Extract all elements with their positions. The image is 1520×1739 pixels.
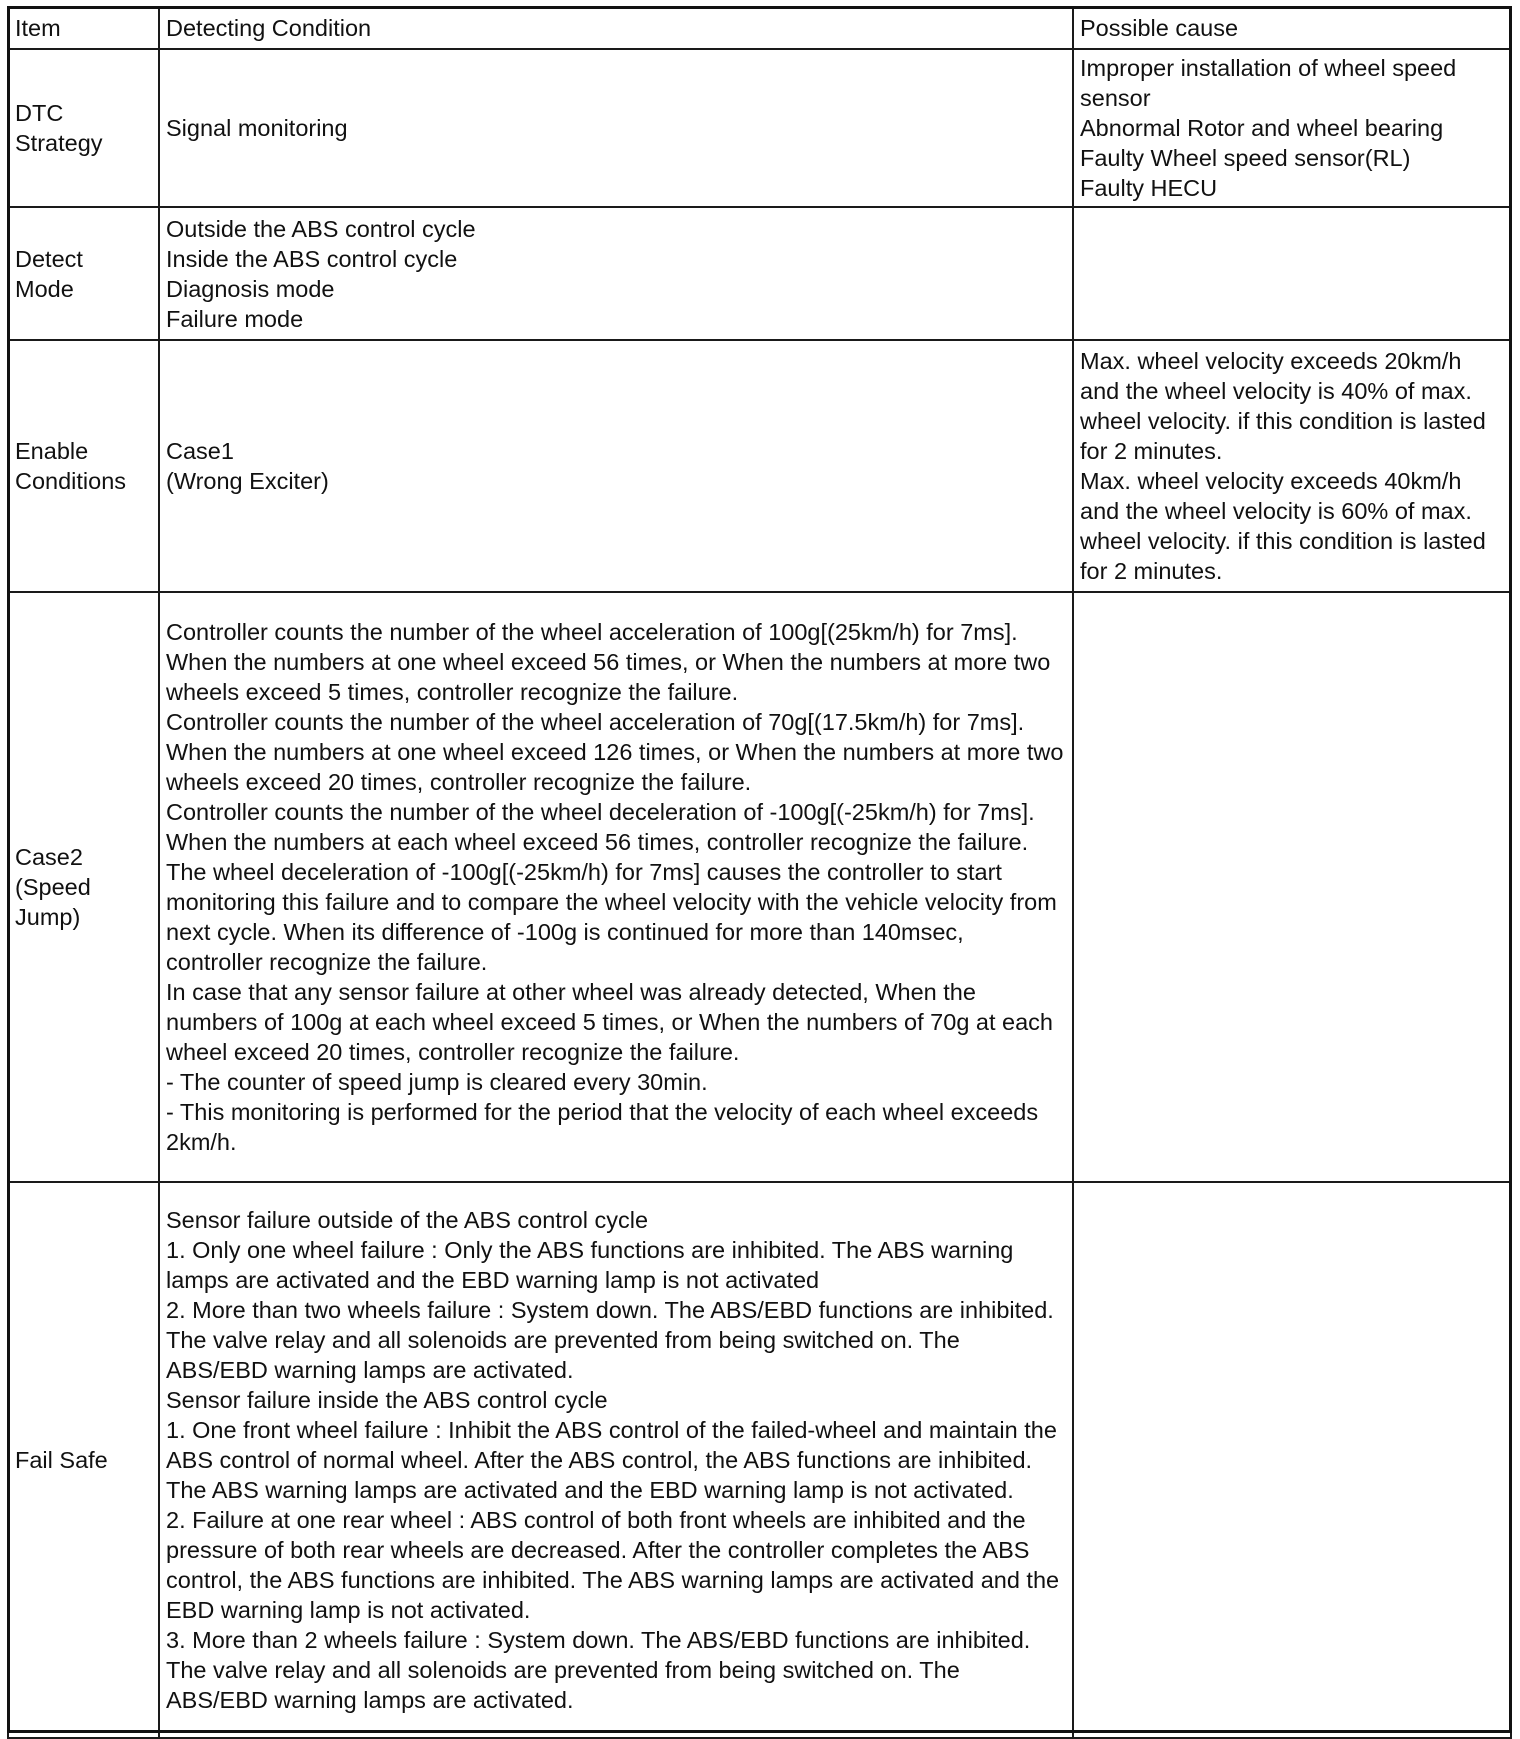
cause-text: Improper installation of wheel speed sensor: [1080, 55, 1457, 111]
condition-text: The wheel deceleration of -100g[(-25km/h) for 7ms] causes the controller to start monitoring this failure and to compare the wheel velocity with the vehicle velocity from next cycle. When its difference of -100g is continued for more than 140msec, controller recognize the failure.: [166, 859, 1057, 975]
item-text: Fail Safe: [15, 1447, 108, 1473]
condition-text: In case that any sensor failure at other wheel was already detected, When the numbers of 100g at each wheel exceed 5 times, or When the numbers of 70g at each wheel exceed 20 times, controller recognize the failure.: [166, 979, 1053, 1065]
condition-text: Controller counts the number of the wheel acceleration of 70g[(17.5km/h) for 7ms]. When the numbers at one wheel exceed 126 times, or When the numbers at more two wheels exceed 20 times, controller recognize the failure.: [166, 709, 1064, 795]
header-detecting-condition: Detecting Condition: [159, 7, 1073, 49]
condition-text: Case1: [166, 438, 234, 464]
item-text: Jump): [15, 904, 81, 930]
condition-text: Outside the ABS control cycle: [166, 215, 476, 242]
table-row-detect-mode: [8, 207, 1511, 340]
cause-text: Faulty Wheel speed sensor(RL): [1080, 145, 1411, 171]
item-text: Strategy: [15, 130, 103, 156]
condition-text: 1. One front wheel failure : Inhibit the ABS control of the failed-wheel and maintain the ABS control of normal wheel. After the ABS control, the ABS functions are inhibited. The ABS warning lamps are activated and the EBD warning lamp is not activated.: [166, 1417, 1057, 1503]
cause-cell: [1073, 592, 1511, 1182]
item-cell: [8, 49, 159, 207]
header-item: Item: [8, 7, 159, 49]
condition-text: Inside the ABS control cycle: [166, 245, 458, 272]
item-text: Mode: [15, 275, 74, 302]
condition-text: 3. More than 2 wheels failure : System down. The ABS/EBD functions are inhibited. The valve relay and all solenoids are prevented from being switched on. The ABS/EBD warning lamps are activated.: [166, 1627, 1031, 1713]
cause-text: Max. wheel velocity exceeds 40km/h and the wheel velocity is 60% of max. wheel velocity. if this condition is lasted for 2 minutes.: [1080, 468, 1486, 584]
condition-text: (Wrong Exciter): [166, 468, 329, 494]
item-text: DTC: [15, 100, 64, 126]
condition-text: Sensor failure outside of the ABS control cycle: [166, 1207, 649, 1233]
condition-cell: [159, 49, 1073, 207]
condition-text: 2. Failure at one rear wheel : ABS control of both front wheels are inhibited and the pressure of both rear wheels are decreased. After the controller completes the ABS control, the ABS functions are inhibited. The ABS warning lamps are activated and the EBD warning lamp is not activated.: [166, 1507, 1060, 1623]
item-text: Enable: [15, 438, 89, 464]
item-text: Conditions: [15, 468, 127, 494]
item-cell: [8, 1182, 159, 1738]
table-row-fail-safe: [8, 1182, 1511, 1738]
table-row-dtc-strategy: [8, 49, 1511, 207]
condition-text: - The counter of speed jump is cleared every 30min.: [166, 1069, 708, 1095]
condition-text: Diagnosis mode: [166, 275, 335, 302]
header-row: [8, 7, 1511, 49]
header-possible-cause: Possible cause: [1073, 7, 1511, 49]
cause-cell: [1073, 207, 1511, 340]
item-cell: [8, 207, 159, 340]
cause-text: Max. wheel velocity exceeds 20km/h and the wheel velocity is 40% of max. wheel velocity. if this condition is lasted for 2 minutes.: [1080, 348, 1486, 464]
cause-cell: [1073, 49, 1511, 207]
condition-text: 1. Only one wheel failure : Only the ABS functions are inhibited. The ABS warning lamps are activated and the EBD warning lamp is not activated: [166, 1237, 1014, 1293]
diagnostic-table: [7, 6, 1512, 1739]
item-cell: [8, 592, 159, 1182]
condition-cell: [159, 207, 1073, 340]
cause-text: Abnormal Rotor and wheel bearing: [1080, 115, 1444, 141]
condition-text: 2. More than two wheels failure : System down. The ABS/EBD functions are inhibited. The valve relay and all solenoids are prevented from being switched on. The ABS/EBD warning lamps are activated.: [166, 1297, 1054, 1383]
table-row-case2-speed-jump: [8, 592, 1511, 1182]
condition-text: Controller counts the number of the wheel acceleration of 100g[(25km/h) for 7ms]. When the numbers at one wheel exceed 56 times, or When the numbers at more two wheels exceed 5 times, controller recognize the failure.: [166, 619, 1051, 705]
condition-text: - This monitoring is performed for the period that the velocity of each wheel exceeds 2km/h.: [166, 1099, 1039, 1155]
cause-cell: [1073, 1182, 1511, 1738]
item-text: (Speed: [15, 874, 91, 900]
condition-cell: [159, 340, 1073, 592]
table-row-enable-conditions: [8, 340, 1511, 592]
cause-cell: [1073, 340, 1511, 592]
condition-cell: [159, 592, 1073, 1182]
item-text: Case2: [15, 844, 83, 870]
condition-text: Sensor failure inside the ABS control cycle: [166, 1387, 608, 1413]
item-cell: [8, 340, 159, 592]
condition-text: Controller counts the number of the wheel deceleration of -100g[(-25km/h) for 7ms]. When the numbers at each wheel exceed 56 times, controller recognize the failure.: [166, 799, 1035, 855]
item-text: Detect: [15, 245, 83, 272]
cause-text: Faulty HECU: [1080, 175, 1218, 201]
condition-text: Failure mode: [166, 305, 304, 332]
condition-cell: [159, 1182, 1073, 1738]
condition-text: Signal monitoring: [166, 115, 348, 141]
